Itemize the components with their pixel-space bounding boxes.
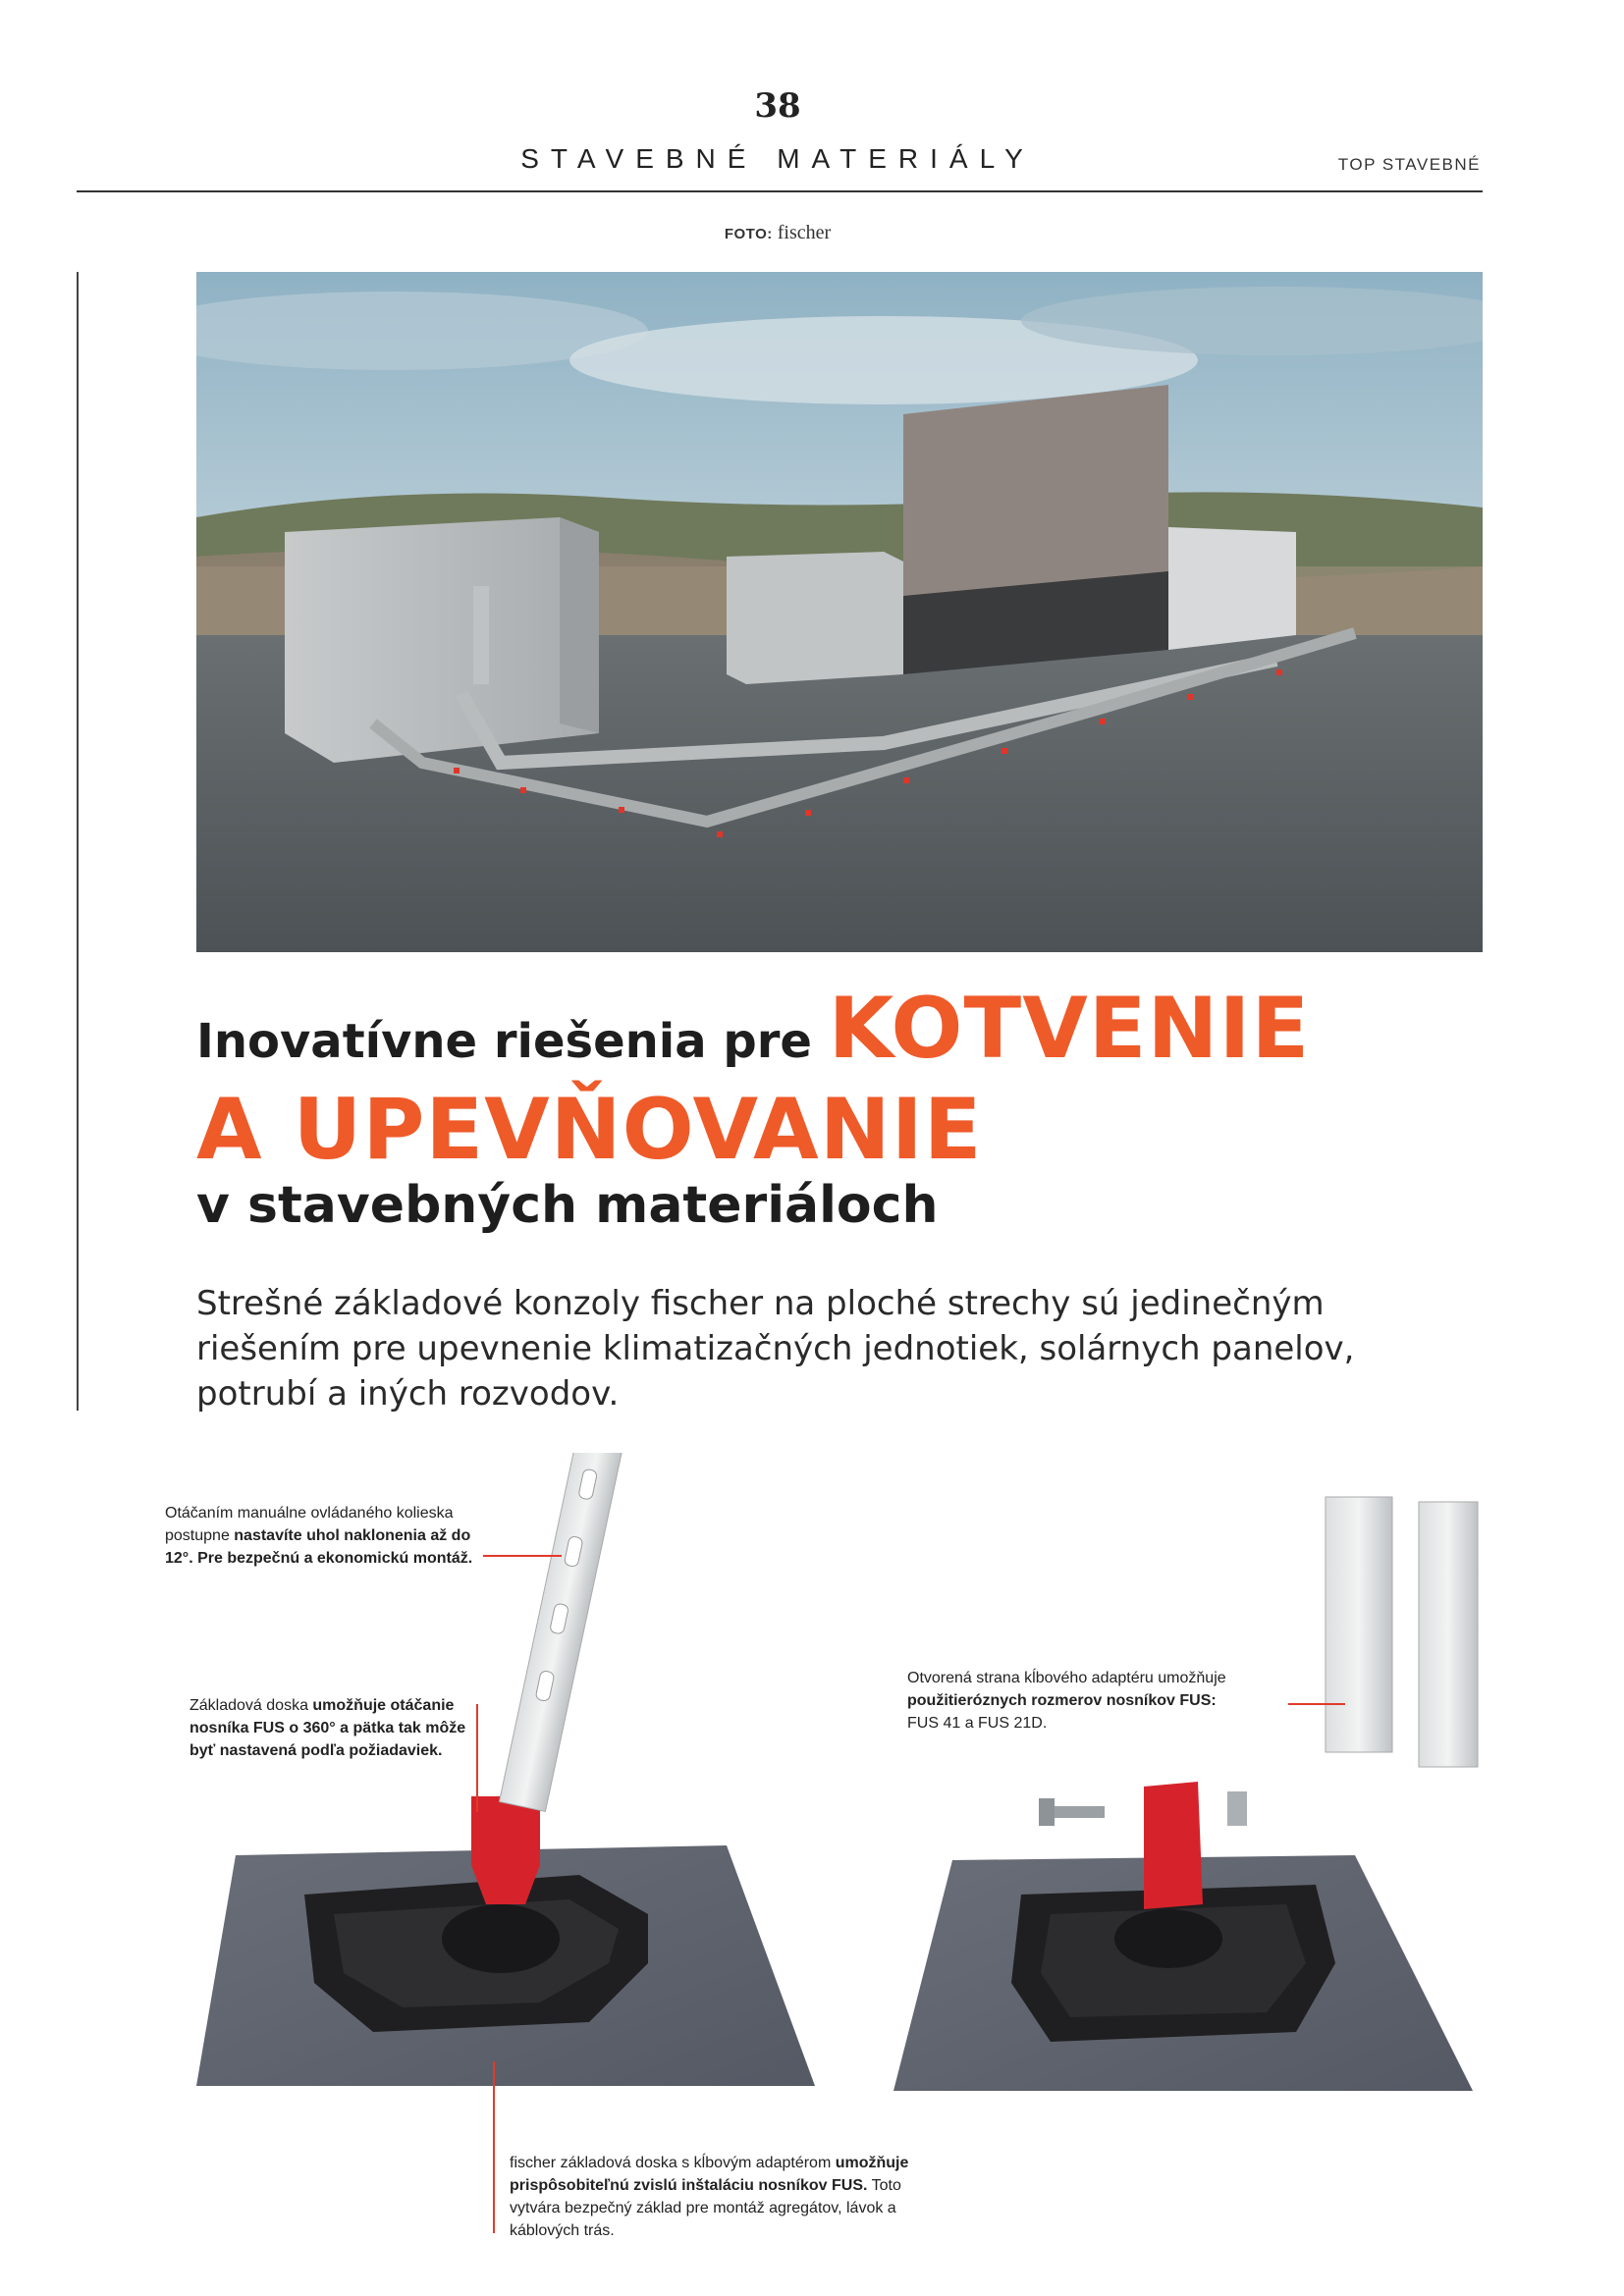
caption-bottom <box>510 2152 951 2242</box>
caption-bottom-text-2: Toto vytvára bezpečný základ pre montáž agregátov, lávok a káblových trás. <box>510 2177 901 2239</box>
section-title: STAVEBNÉ MATERIÁLY <box>520 143 1035 174</box>
page-number: 38 <box>754 86 801 126</box>
left-red-adapter <box>471 1796 540 1904</box>
caption-base-bold: umožňuje otáčanie nosníka FUS o 360° a pätka tak môže byť nastavená podľa požiadaviek. <box>189 1697 466 1759</box>
leader-base <box>476 1704 478 1812</box>
caption-base <box>189 1694 474 1762</box>
right-red-adapter <box>1144 1782 1203 1909</box>
header-rule <box>77 190 1483 192</box>
photo-credit-source: fischer <box>777 222 832 243</box>
left-fus-beam <box>499 1453 630 1811</box>
headline-accent-2: A UPEVŇOVANIE <box>196 1081 983 1179</box>
bolt <box>1051 1806 1105 1818</box>
caption-tilt <box>165 1502 499 1570</box>
caption-adapter-bold: použitieróznych rozmerov nosníkov FUS: <box>907 1692 1217 1709</box>
caption-adapter-text: Otvorená strana kĺbového adaptéru umožňuje <box>907 1670 1226 1686</box>
left-margin-bar <box>77 272 79 1411</box>
caption-tilt-bold: nastavíte uhol naklonenia až do 12°. Pre bezpečnú a ekonomickú montáž. <box>165 1527 473 1567</box>
headline <box>196 982 1492 1240</box>
caption-adapter <box>907 1667 1251 1735</box>
leader-bottom <box>493 2061 495 2233</box>
leader-adapter <box>1288 1703 1345 1705</box>
headline-part-1: Inovatívne riešenia pre <box>196 1014 812 1069</box>
caption-tilt-text: Otáčaním manuálne ovládaného kolieska postupne <box>165 1505 454 1544</box>
nut <box>1227 1791 1247 1826</box>
caption-base-text: Základová doska <box>189 1697 313 1714</box>
magazine-name: TOP STAVEBNÉ <box>1337 155 1481 174</box>
rooftop-illustration <box>196 272 1483 952</box>
photo-credit-label: FOTO: <box>724 226 773 242</box>
caption-bottom-text: fischer základová doska s kĺbovým adaptérom <box>510 2155 836 2171</box>
leader-tilt <box>483 1555 562 1557</box>
headline-accent-1: KOTVENIE <box>828 980 1311 1078</box>
rooftop-photo <box>196 272 1483 952</box>
caption-adapter-text-2: FUS 41 a FUS 21D. <box>907 1715 1048 1732</box>
lead-paragraph: Strešné základové konzoly fischer na ploché strechy sú jedinečným riešením pre upevnenie klimatizačných jednotiek, solárnych panelov, potrubí a iných rozvodov. <box>196 1284 1355 1414</box>
photo-credit <box>0 222 1555 244</box>
headline-line-1 <box>196 982 1492 1089</box>
headline-part-3: v stavebných materiáloch <box>196 1176 939 1235</box>
caption-bottom-bold: umožňuje prispôsobiteľnú zvislú inštaláciu nosníkov FUS. <box>510 2155 909 2194</box>
right-fus-beams <box>1326 1497 1478 1767</box>
